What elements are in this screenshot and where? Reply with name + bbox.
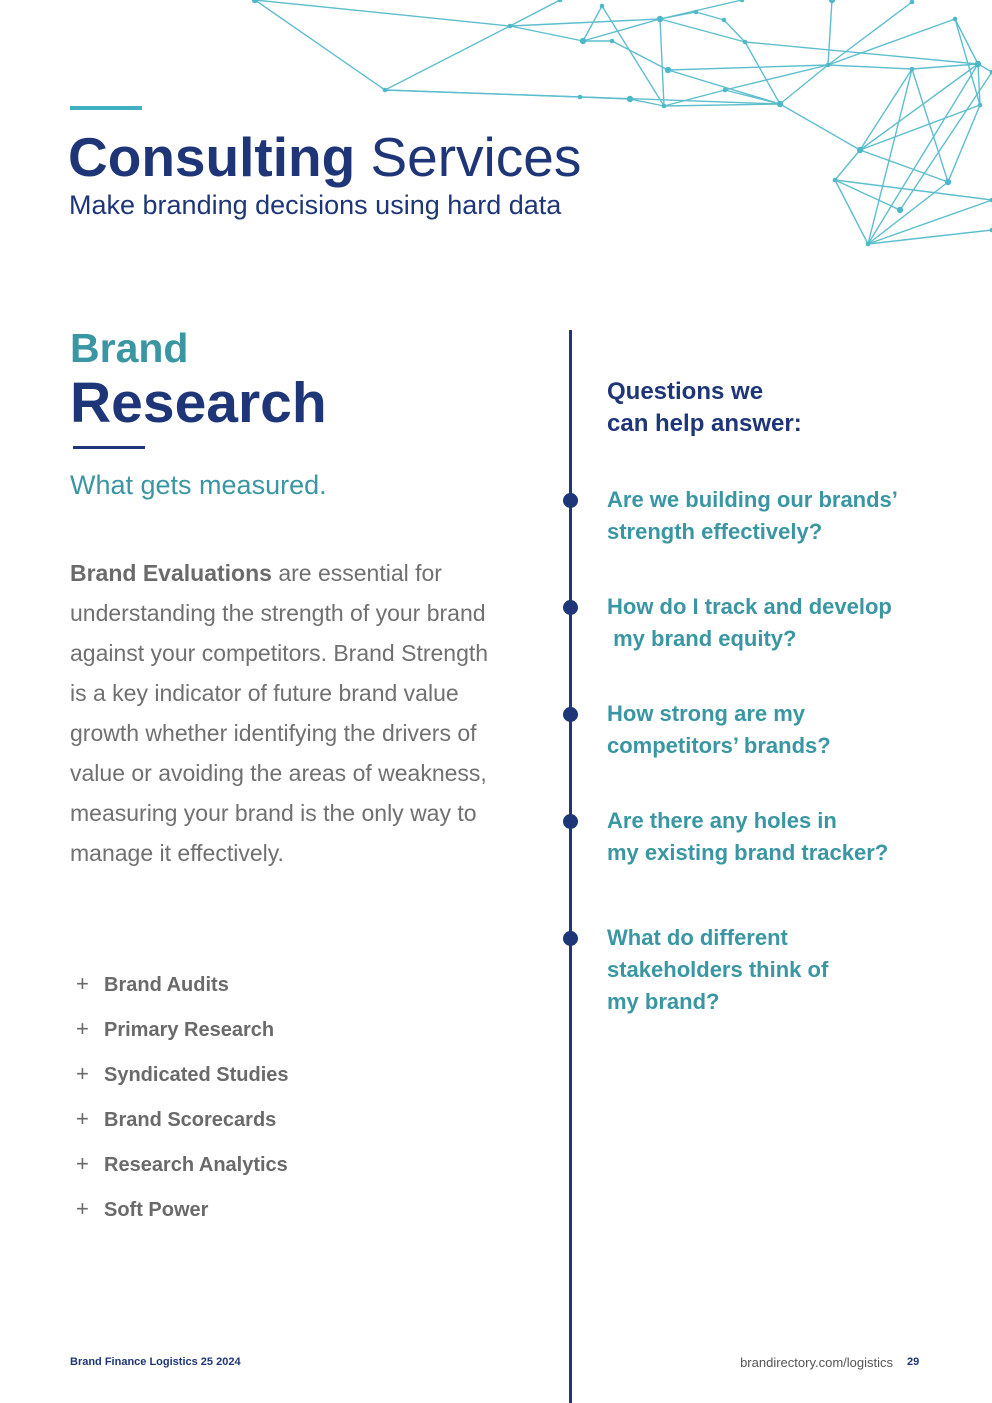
network-line bbox=[835, 180, 868, 244]
network-node bbox=[252, 0, 258, 3]
list-item bbox=[76, 966, 289, 1011]
timeline-dot-icon bbox=[563, 600, 578, 615]
question-item: What do different stakeholders think of my brand? bbox=[607, 925, 829, 1014]
list-item bbox=[76, 1101, 289, 1146]
timeline-dot-icon bbox=[563, 493, 578, 508]
network-node bbox=[558, 0, 563, 2]
network-line bbox=[948, 105, 980, 182]
network-line bbox=[868, 182, 948, 244]
network-node bbox=[829, 0, 835, 3]
network-node bbox=[694, 10, 699, 15]
network-node bbox=[723, 88, 728, 93]
network-line bbox=[696, 12, 724, 20]
question-item: Are there any holes in my existing brand tracker? bbox=[607, 808, 889, 865]
network-line bbox=[828, 0, 832, 65]
section-rule bbox=[73, 446, 145, 449]
network-node bbox=[975, 61, 981, 67]
network-line bbox=[868, 69, 912, 244]
network-line bbox=[828, 2, 912, 65]
list-item bbox=[76, 1191, 289, 1236]
network-node bbox=[945, 179, 951, 185]
network-line bbox=[660, 19, 745, 42]
network-line bbox=[860, 64, 978, 150]
body-strong: Brand Evaluations bbox=[70, 560, 272, 586]
network-node bbox=[508, 24, 513, 29]
list-item bbox=[76, 1011, 289, 1056]
question-item: How strong are my competitors’ brands? bbox=[607, 701, 831, 758]
network-line bbox=[868, 64, 978, 244]
network-node bbox=[662, 104, 667, 109]
network-line bbox=[664, 104, 780, 106]
network-node bbox=[657, 16, 663, 22]
network-node bbox=[383, 88, 388, 93]
network-line bbox=[860, 150, 948, 182]
network-line bbox=[860, 105, 980, 150]
plus-icon: + bbox=[76, 1106, 89, 1131]
network-line bbox=[900, 72, 992, 210]
network-node bbox=[857, 147, 863, 153]
service-label: Brand Scorecards bbox=[104, 1109, 277, 1131]
section-heading-large: Research bbox=[70, 371, 327, 435]
plus-icon: + bbox=[76, 1061, 89, 1086]
timeline-dot-icon bbox=[563, 814, 578, 829]
network-node bbox=[578, 95, 583, 100]
network-line bbox=[385, 90, 780, 104]
network-node bbox=[665, 67, 671, 73]
body-rest: are essential for understanding the strength of your brand against your competitors. Brand Strength is a key indicator of future brand value growth whether identifying the drivers of value or avoiding the areas of weakness, measuring your brand is the only way to manage it effectively. bbox=[70, 560, 489, 866]
list-item bbox=[76, 1146, 289, 1191]
network-node bbox=[580, 38, 586, 44]
network-line bbox=[385, 26, 510, 90]
footer-publication: Brand Finance Logistics 25 2024 bbox=[70, 1356, 241, 1368]
list-item bbox=[76, 1056, 289, 1101]
services-list bbox=[76, 966, 289, 1236]
network-line bbox=[510, 0, 560, 26]
service-label: Soft Power bbox=[104, 1199, 209, 1221]
question-item: Are we building our brands’ strength effectively? bbox=[607, 487, 903, 544]
section-tagline: What gets measured. bbox=[70, 470, 327, 500]
network-node bbox=[627, 96, 633, 102]
page-number: 29 bbox=[907, 1356, 920, 1368]
network-line bbox=[660, 0, 742, 19]
service-label: Primary Research bbox=[104, 1019, 275, 1041]
network-node bbox=[910, 67, 915, 72]
title-bold: Consulting bbox=[68, 126, 356, 188]
network-line bbox=[612, 41, 668, 70]
footer-url: brandirectory.com/logistics bbox=[740, 1355, 893, 1370]
network-node bbox=[743, 40, 748, 45]
timeline-dot-icon bbox=[563, 931, 578, 946]
network-node bbox=[740, 0, 745, 2]
network-line bbox=[255, 0, 510, 26]
network-node bbox=[866, 242, 871, 247]
header-accent-bar bbox=[70, 106, 142, 110]
network-node bbox=[722, 18, 727, 23]
plus-icon: + bbox=[76, 971, 89, 996]
network-node bbox=[833, 178, 838, 183]
network-line bbox=[860, 69, 912, 150]
service-label: Syndicated Studies bbox=[104, 1064, 289, 1086]
vertical-timeline-line bbox=[569, 330, 572, 1403]
network-line bbox=[835, 150, 860, 180]
network-line bbox=[668, 65, 828, 70]
service-label: Brand Audits bbox=[104, 974, 229, 996]
network-node bbox=[600, 4, 605, 9]
plus-icon: + bbox=[76, 1151, 89, 1176]
network-line bbox=[660, 19, 664, 106]
questions-heading: Questions we can help answer: bbox=[607, 378, 802, 437]
page-title bbox=[68, 124, 581, 190]
network-line bbox=[664, 90, 725, 106]
network-node bbox=[777, 101, 783, 107]
network-line bbox=[780, 104, 860, 150]
network-line bbox=[255, 0, 385, 90]
network-line bbox=[835, 180, 992, 200]
section-heading-small: Brand bbox=[70, 325, 189, 371]
network-node bbox=[897, 207, 903, 213]
network-line bbox=[510, 26, 583, 41]
plus-icon: + bbox=[76, 1016, 89, 1041]
network-line bbox=[828, 65, 912, 69]
service-label: Research Analytics bbox=[104, 1154, 288, 1176]
timeline-dot-icon bbox=[563, 707, 578, 722]
question-item: How do I track and develop my brand equity? bbox=[607, 594, 892, 651]
network-line bbox=[745, 42, 978, 64]
network-node bbox=[610, 39, 615, 44]
body-paragraph bbox=[70, 553, 490, 873]
network-node bbox=[978, 103, 983, 108]
network-line bbox=[828, 19, 955, 65]
network-node bbox=[826, 63, 831, 68]
plus-icon: + bbox=[76, 1196, 89, 1221]
title-light: Services bbox=[370, 126, 582, 188]
page-subtitle: Make branding decisions using hard data bbox=[69, 190, 562, 220]
network-node bbox=[953, 17, 958, 22]
